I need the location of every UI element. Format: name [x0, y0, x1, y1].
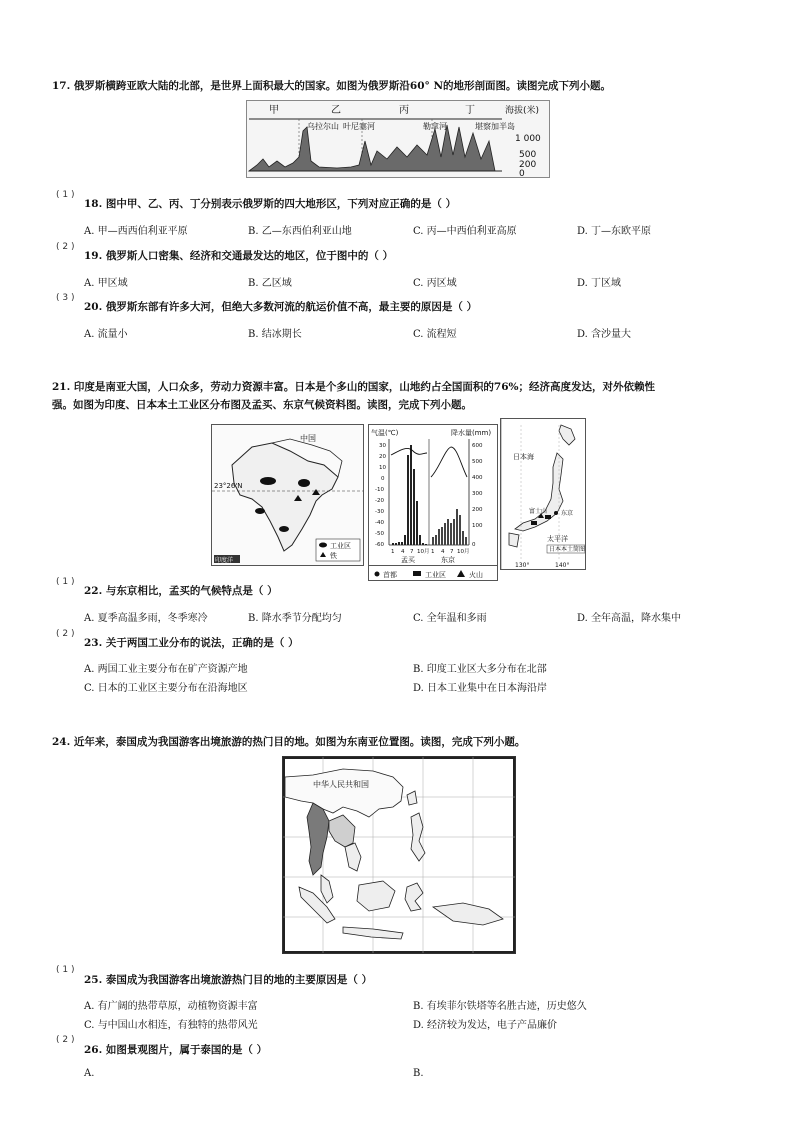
japan-label-fuji: 富士山 — [529, 508, 548, 515]
india-label-tropic: 23°26'N — [214, 482, 243, 490]
temp-tick-m20: -20 — [375, 498, 384, 504]
elevation-title: 海拔(米) — [505, 106, 540, 116]
q20-subno: ( 3 ) — [56, 293, 75, 303]
climate-legend-strip — [368, 565, 498, 581]
precip-tick-0: 0 — [472, 542, 476, 548]
temp-tick-30: 30 — [379, 443, 386, 449]
q18-option-d[interactable]: D. 丁—东欧平原 — [577, 226, 652, 237]
tick-200: 200 — [519, 160, 537, 170]
india-label-ocean: 印度洋 — [215, 557, 234, 564]
legend-volcano: 火山 — [469, 571, 483, 579]
label-ural: 乌拉尔山 — [307, 122, 339, 131]
temp-tick-10: 10 — [379, 465, 386, 471]
legend-capital: 首都 — [383, 571, 397, 579]
tick-1000: 1 000 — [515, 134, 541, 144]
label-kamchatka: 堪察加半岛 — [475, 122, 515, 131]
region-yi: 乙 — [331, 105, 341, 116]
q25-option-c[interactable]: C. 与中国山水相连，有独特的热带风光 — [84, 1020, 258, 1031]
q23-subno: ( 2 ) — [56, 629, 75, 639]
q23-option-c[interactable]: C. 日本的工业区主要分布在沿海地区 — [84, 683, 248, 694]
q20-option-d[interactable]: D. 含沙量大 — [577, 329, 632, 340]
q23-option-a[interactable]: A. 两国工业主要分布在矿产资源产地 — [84, 664, 248, 675]
legend-industry: 工业区 — [425, 571, 446, 579]
precip-tick-100: 100 — [472, 523, 483, 529]
q20-stem: 20. 俄罗斯东部有许多大河，但绝大多数河流的航运价值不高，最主要的原因是（ ） — [84, 301, 478, 313]
q19-stem: 19. 俄罗斯人口密集、经济和交通最发达的地区，位于图中的（ ） — [84, 250, 394, 262]
climate-temp-title: 气温(℃) — [371, 429, 399, 437]
q18-option-c[interactable]: C. 丙—中西伯利亚高原 — [413, 226, 517, 237]
q22-stem: 22. 与东京相比，孟买的气候特点是（ ） — [84, 585, 278, 597]
month-10a: 10月 — [417, 549, 430, 555]
q21-stem-line1: 21. 印度是南亚大国，人口众多，劳动力资源丰富。日本是个多山的国家，山地约占全国面积的76%；经济高度发达，对外依赖性 — [52, 381, 656, 393]
q22-option-b[interactable]: B. 降水季节分配均匀 — [248, 613, 342, 624]
q19-option-a[interactable]: A. 甲区域 — [84, 278, 128, 289]
month-10b: 10月 — [457, 549, 470, 555]
q24-stem: 24. 近年来，泰国成为我国游客出境旅游的热门目的地。如图为东南亚位置图。读图，完成下列小题。 — [52, 736, 526, 748]
label-yenisei: 叶尼塞河 — [343, 122, 375, 131]
japan-label-sea: 日本海 — [513, 453, 534, 461]
q18-option-b[interactable]: B. 乙—东西伯利亚山地 — [248, 226, 352, 237]
japan-lon-140: 140° — [555, 562, 570, 569]
q21-stem-line2: 强。如图为印度、日本本土工业区分布图及孟买、东京气候资料图。读图，完成下列小题。 — [52, 399, 472, 411]
precip-tick-500: 500 — [472, 459, 483, 465]
month-7a: 7 — [410, 549, 414, 555]
q25-stem: 25. 泰国成为我国游客出境旅游热门目的地的主要原因是（ ） — [84, 974, 373, 986]
region-bing: 丙 — [399, 105, 409, 116]
india-legend-iron: 铁 — [330, 552, 337, 560]
month-1b: 1 — [431, 549, 435, 555]
climate-precip-title: 降水量(mm) — [451, 429, 492, 437]
q22-option-c[interactable]: C. 全年温和多雨 — [413, 613, 487, 624]
q25-option-b[interactable]: B. 有埃菲尔铁塔等名胜古迹，历史悠久 — [413, 1001, 587, 1012]
q19-subno: ( 2 ) — [56, 242, 75, 252]
precip-tick-300: 300 — [472, 491, 483, 497]
region-ding: 丁 — [465, 105, 475, 116]
sea-map-label-china: 中华人民共和国 — [313, 780, 369, 789]
india-map-figure — [211, 424, 364, 566]
q25-option-d[interactable]: D. 经济较为发达，电子产品廉价 — [413, 1020, 558, 1031]
q22-option-a[interactable]: A. 夏季高温多雨，冬季寒冷 — [84, 613, 208, 624]
q18-stem: 18. 图中甲、乙、丙、丁分别表示俄罗斯的四大地形区，下列对应正确的是（ ） — [84, 198, 457, 210]
q20-option-c[interactable]: C. 流程短 — [413, 329, 457, 340]
japan-map-figure — [500, 418, 586, 570]
q19-option-c[interactable]: C. 丙区域 — [413, 278, 457, 289]
q23-option-d[interactable]: D. 日本工业集中在日本海沿岸 — [413, 683, 548, 694]
climate-label-mumbai: 孟买 — [401, 556, 415, 564]
q20-option-a[interactable]: A. 流量小 — [84, 329, 128, 340]
q25-option-a[interactable]: A. 有广阔的热带草原，动植物资源丰富 — [84, 1001, 258, 1012]
japan-label-pacific: 太平洋 — [547, 535, 568, 543]
q26-subno: ( 2 ) — [56, 1035, 75, 1045]
temp-tick-m50: -50 — [375, 531, 384, 537]
q19-option-d[interactable]: D. 丁区域 — [577, 278, 622, 289]
q22-subno: ( 1 ) — [56, 577, 75, 587]
temp-tick-m10: -10 — [375, 487, 384, 493]
q19-option-b[interactable]: B. 乙区域 — [248, 278, 292, 289]
russia-profile-figure — [246, 100, 550, 178]
japan-lon-130: 130° — [515, 562, 530, 569]
month-4b: 4 — [441, 549, 445, 555]
month-4a: 4 — [401, 549, 405, 555]
temp-tick-20: 20 — [379, 454, 386, 460]
temp-tick-0: 0 — [381, 476, 385, 482]
temp-tick-m40: -40 — [375, 520, 384, 526]
temp-tick-m60: -60 — [375, 542, 384, 548]
southeast-asia-map-figure — [282, 756, 516, 954]
q23-stem: 23. 关于两国工业分布的说法，正确的是（ ） — [84, 637, 299, 649]
label-lena: 勒拿河 — [423, 122, 447, 131]
tick-500: 500 — [519, 150, 537, 160]
month-7b: 7 — [450, 549, 454, 555]
precip-tick-200: 200 — [472, 507, 483, 513]
q22-option-d[interactable]: D. 全年高温，降水集中 — [577, 613, 682, 624]
climate-chart-figure — [368, 424, 498, 566]
q17-stem: 17. 俄罗斯横跨亚欧大陆的北部，是世界上面积最大的国家。如图为俄罗斯沿60° N的地形剖面图。读图完成下列小题。 — [52, 80, 612, 92]
temp-tick-m30: -30 — [375, 509, 384, 515]
q26-stem: 26. 如图景观图片，属于泰国的是（ ） — [84, 1044, 268, 1056]
q25-subno: ( 1 ) — [56, 965, 75, 975]
tick-0: 0 — [519, 169, 525, 177]
precip-tick-600: 600 — [472, 443, 483, 449]
month-1a: 1 — [391, 549, 395, 555]
japan-label-tokyo: 东京 — [561, 510, 574, 517]
india-label-china: 中国 — [300, 434, 316, 443]
precip-tick-400: 400 — [472, 475, 483, 481]
japan-map-title: 日本本土简图 — [549, 546, 585, 553]
q23-option-b[interactable]: B. 印度工业区大多分布在北部 — [413, 664, 547, 675]
climate-label-tokyo: 东京 — [441, 556, 455, 564]
q18-subno: ( 1 ) — [56, 190, 75, 200]
q26-option-a[interactable]: A. — [84, 1068, 95, 1079]
q18-option-a[interactable]: A. 甲—西西伯利亚平原 — [84, 226, 188, 237]
q20-option-b[interactable]: B. 结冰期长 — [248, 329, 302, 340]
india-legend-industry: 工业区 — [330, 542, 351, 550]
region-jia: 甲 — [269, 105, 279, 116]
q26-option-b[interactable]: B. — [413, 1068, 424, 1079]
